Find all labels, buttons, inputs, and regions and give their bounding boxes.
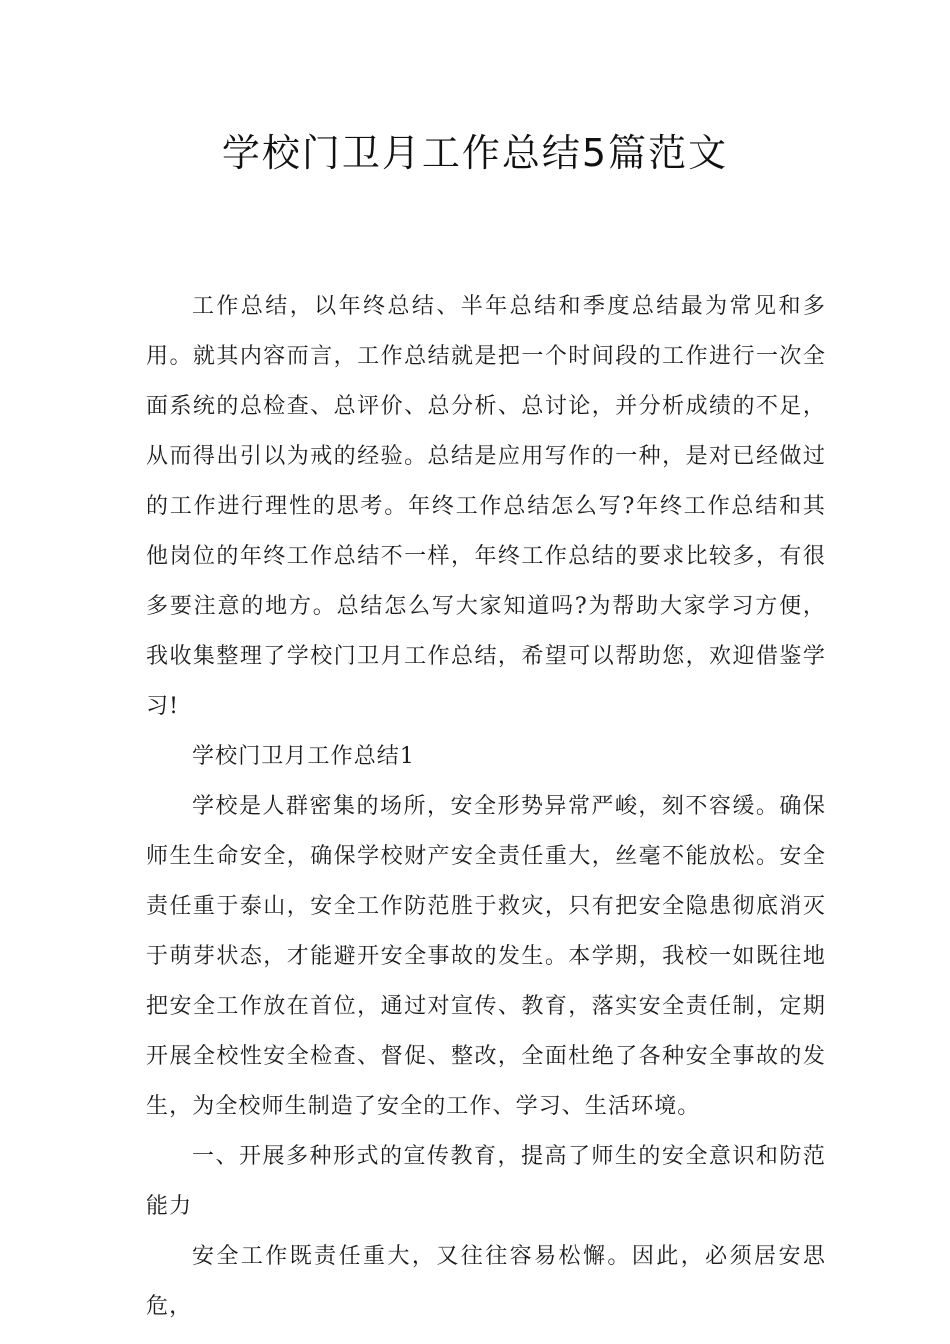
paragraph-intro: 工作总结，以年终总结、半年总结和季度总结最为常见和多用。就其内容而言，工作总结就是把一个时间段的工作进行一次全面系统的总检查、总评价、总分析、总讨论，并分析成绩的不足，从而得出引以为戒的经验。总结是应用写作的一种，是对已经做过的工作进行理性的思考。年终工作总结怎么写?年终工作总结和其他岗位的年终工作总结不一样，年终工作总结的要求比较多，有很多要注意的地方。总结怎么写大家知道吗?为帮助大家学习方便，我收集整理了学校门卫月工作总结，希望可以帮助您，欢迎借鉴学习! [146,294,826,719]
document-title: 学校门卫月工作总结5篇范文 [221,131,729,175]
paragraph-section-1: 学校是人群密集的场所，安全形势异常严峻，刻不容缓。确保师生生命安全，确保学校财产安全责任重大，丝毫不能放松。安全责任重于泰山，安全工作防范胜于救灾，只有把安全隐患彻底消灭于萌芽状态，才能避开安全事故的发生。本学期，我校一如既往地把安全工作放在首位，通过对宣传、教育，落实安全责任制，定期开展全校性安全检查、督促、整改，全面杜绝了各种安全事故的发生，为全校师生制造了安全的工作、学习、生活环境。 [146,794,826,1119]
subheading-1: 一、开展多种形式的宣传教育，提高了师生的安全意识和防范能力 [146,1144,826,1219]
paragraph-subsection-1: 安全工作既责任重大，又往往容易松懈。因此，必须居安思危， [146,1244,826,1319]
section-heading-1: 学校门卫月工作总结1 [192,744,415,769]
document-body [146,282,826,1332]
